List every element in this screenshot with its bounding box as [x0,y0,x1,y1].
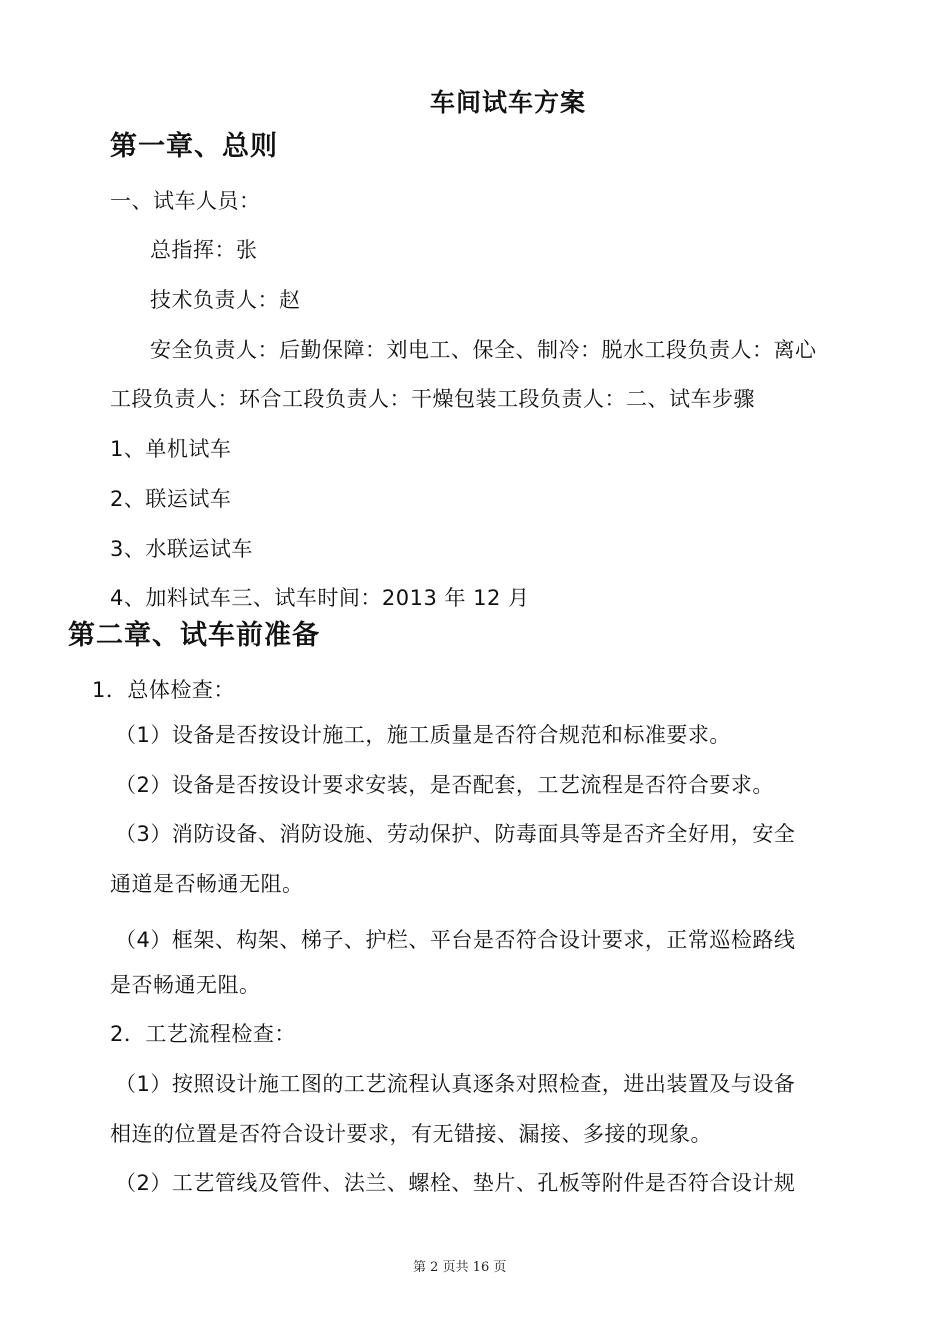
process-check-item-1: （1）按照设计施工图的工艺流程认真逐条对照检查，进出装置及与设备 [115,1072,796,1096]
step-4: 4、加料试车三、试车时间：2013 年 12 月 [110,586,530,610]
overall-check-item-4-continuation: 是否畅通无阻。 [110,973,261,997]
document-title: 车间试车方案 [430,88,587,117]
chief-commander-line: 总指挥：张 [150,238,258,262]
overall-check-item-3-continuation: 通道是否畅通无阻。 [110,872,304,896]
safety-lead-line: 安全负责人：后勤保障：刘电工、保全、制冷：脱水工段负责人：离心 [150,338,817,362]
technical-lead-line: 技术负责人：赵 [150,288,301,312]
overall-check-item-3: （3）消防设备、消防设施、劳动保护、防毒面具等是否齐全好用，安全 [115,822,796,846]
step-1: 1、单机试车 [110,437,232,461]
safety-lead-continuation: 工段负责人：环合工段负责人：干燥包装工段负责人：二、试车步骤 [110,387,755,411]
overall-check-heading: 1．总体检查： [92,678,235,702]
overall-check-item-2: （2）设备是否按设计要求安装，是否配套，工艺流程是否符合要求。 [115,773,774,797]
overall-check-item-1: （1）设备是否按设计施工，施工质量是否符合规范和标准要求。 [115,723,731,747]
step-3: 3、水联运试车 [110,537,253,561]
step-2: 2、联运试车 [110,487,232,511]
page-number-footer: 第 2 页共 16 页 [413,1260,507,1275]
chapter-1-heading: 第一章、总则 [110,131,278,162]
process-check-item-2: （2）工艺管线及管件、法兰、螺栓、垫片、孔板等附件是否符合设计规 [115,1171,796,1195]
overall-check-item-4: （4）框架、构架、梯子、护栏、平台是否符合设计要求，正常巡检路线 [115,928,796,952]
process-check-heading: 2．工艺流程检查： [110,1022,296,1046]
process-check-item-1-continuation: 相连的位置是否符合设计要求，有无错接、漏接、多接的现象。 [110,1122,712,1146]
chapter-2-heading: 第二章、试车前准备 [68,620,320,651]
section-personnel-heading: 一、试车人员： [110,189,261,213]
